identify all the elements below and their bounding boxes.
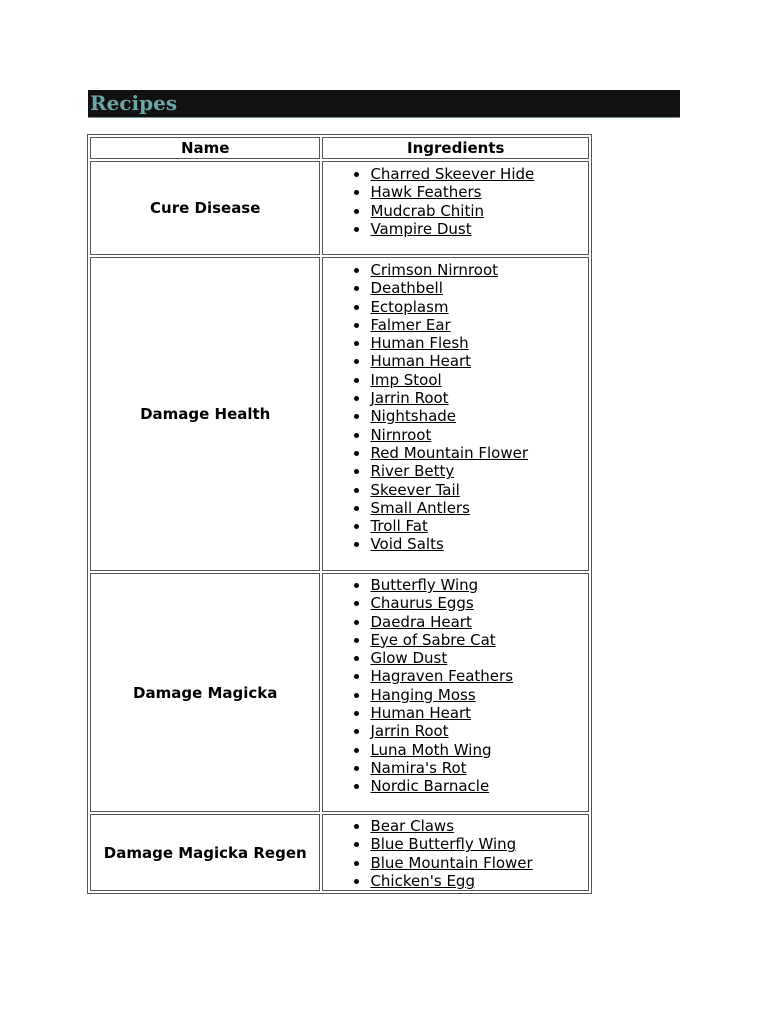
ingredient-item bbox=[370, 759, 588, 777]
ingredient-link[interactable]: Human Heart bbox=[370, 704, 472, 723]
ingredient-link[interactable]: Nordic Barnacle bbox=[370, 777, 490, 796]
ingredient-link[interactable]: Nightshade bbox=[370, 407, 457, 426]
ingredient-item bbox=[370, 165, 588, 183]
ingredients-cell bbox=[322, 161, 589, 255]
recipe-name: Damage Magicka Regen bbox=[90, 814, 320, 891]
ingredient-item bbox=[370, 279, 588, 297]
ingredient-link[interactable]: Charred Skeever Hide bbox=[370, 165, 535, 183]
ingredient-link[interactable]: Blue Mountain Flower bbox=[370, 853, 533, 872]
recipe-row-damage-health bbox=[90, 257, 589, 571]
ingredient-item bbox=[370, 220, 588, 238]
recipe-name: Damage Magicka bbox=[90, 573, 320, 812]
ingredient-item bbox=[370, 444, 588, 462]
recipe-row-cure-disease bbox=[90, 161, 589, 255]
ingredient-item bbox=[370, 535, 588, 553]
ingredient-item bbox=[370, 371, 588, 389]
ingredient-link[interactable]: Imp Stool bbox=[370, 370, 442, 389]
recipes-table bbox=[87, 134, 592, 894]
ingredient-link[interactable]: Jarrin Root bbox=[370, 389, 449, 408]
ingredient-item bbox=[370, 407, 588, 425]
ingredient-link[interactable]: Hagraven Feathers bbox=[370, 667, 514, 686]
ingredient-item bbox=[370, 517, 588, 535]
ingredient-link[interactable]: Eye of Sabre Cat bbox=[370, 630, 496, 649]
ingredient-link[interactable]: Small Antlers bbox=[370, 498, 470, 517]
ingredient-link[interactable]: Jarrin Root bbox=[370, 722, 449, 741]
ingredient-link[interactable]: Skeever Tail bbox=[370, 480, 460, 499]
ingredient-item bbox=[370, 261, 588, 279]
ingredient-item bbox=[370, 316, 588, 334]
ingredient-item bbox=[370, 183, 588, 201]
ingredient-link[interactable]: Chicken's Egg bbox=[370, 871, 475, 890]
ingredient-item bbox=[370, 481, 588, 499]
ingredient-link[interactable]: Vampire Dust bbox=[370, 219, 472, 238]
ingredient-item bbox=[370, 631, 588, 649]
recipe-name: Cure Disease bbox=[90, 161, 320, 255]
section-title: Recipes bbox=[90, 91, 178, 115]
ingredients-column-header: Ingredients bbox=[322, 137, 589, 159]
ingredient-item bbox=[370, 389, 588, 407]
recipe-name: Damage Health bbox=[90, 257, 320, 571]
ingredient-link[interactable]: Daedra Heart bbox=[370, 612, 472, 631]
ingredient-link[interactable]: Butterfly Wing bbox=[370, 576, 479, 594]
ingredients-cell bbox=[322, 573, 589, 812]
ingredient-item bbox=[370, 686, 588, 704]
ingredient-item bbox=[370, 576, 588, 594]
ingredients-cell bbox=[322, 814, 589, 891]
ingredient-link[interactable]: River Betty bbox=[370, 462, 455, 481]
ingredient-link[interactable]: Bear Claws bbox=[370, 817, 455, 835]
ingredient-link[interactable]: Glow Dust bbox=[370, 649, 448, 668]
recipe-row-damage-magicka bbox=[90, 573, 589, 812]
ingredient-item bbox=[370, 202, 588, 220]
ingredient-link[interactable]: Human Heart bbox=[370, 352, 472, 371]
ingredient-list bbox=[323, 258, 588, 554]
ingredient-item bbox=[370, 462, 588, 480]
ingredient-link[interactable]: Hawk Feathers bbox=[370, 183, 482, 202]
ingredient-item bbox=[370, 854, 588, 872]
ingredient-item bbox=[370, 817, 588, 835]
ingredient-item bbox=[370, 649, 588, 667]
ingredient-item bbox=[370, 298, 588, 316]
ingredient-link[interactable]: Luna Moth Wing bbox=[370, 740, 492, 759]
ingredient-link[interactable]: Falmer Ear bbox=[370, 315, 451, 334]
ingredient-item bbox=[370, 499, 588, 517]
ingredient-item bbox=[370, 334, 588, 352]
ingredient-link[interactable]: Deathbell bbox=[370, 279, 443, 298]
ingredient-link[interactable]: Chaurus Eggs bbox=[370, 594, 474, 613]
ingredient-item bbox=[370, 352, 588, 370]
ingredient-link[interactable]: Crimson Nirnroot bbox=[370, 261, 499, 279]
ingredient-item bbox=[370, 777, 588, 795]
section-title-bar bbox=[88, 90, 680, 118]
ingredient-link[interactable]: Void Salts bbox=[370, 535, 444, 554]
recipe-row-damage-magicka-regen bbox=[90, 814, 589, 891]
ingredient-item bbox=[370, 722, 588, 740]
ingredient-link[interactable]: Namira's Rot bbox=[370, 758, 467, 777]
ingredient-item bbox=[370, 594, 588, 612]
ingredient-item bbox=[370, 426, 588, 444]
ingredient-item bbox=[370, 613, 588, 631]
ingredient-item bbox=[370, 704, 588, 722]
ingredient-link[interactable]: Human Flesh bbox=[370, 334, 469, 353]
ingredient-link[interactable]: Mudcrab Chitin bbox=[370, 201, 485, 220]
ingredient-list bbox=[323, 815, 588, 890]
ingredient-list bbox=[323, 162, 588, 238]
ingredient-link[interactable]: Blue Butterfly Wing bbox=[370, 835, 517, 854]
table-header-row bbox=[90, 137, 589, 159]
ingredient-item bbox=[370, 667, 588, 685]
ingredient-item bbox=[370, 872, 588, 890]
ingredient-link[interactable]: Red Mountain Flower bbox=[370, 443, 529, 462]
ingredient-link[interactable]: Nirnroot bbox=[370, 425, 432, 444]
ingredient-item bbox=[370, 835, 588, 853]
ingredient-item bbox=[370, 741, 588, 759]
ingredient-link[interactable]: Hanging Moss bbox=[370, 685, 476, 704]
ingredient-link[interactable]: Ectoplasm bbox=[370, 297, 449, 316]
name-column-header: Name bbox=[90, 137, 320, 159]
ingredients-cell bbox=[322, 257, 589, 571]
ingredient-link[interactable]: Troll Fat bbox=[370, 517, 428, 536]
ingredient-list bbox=[323, 574, 588, 796]
